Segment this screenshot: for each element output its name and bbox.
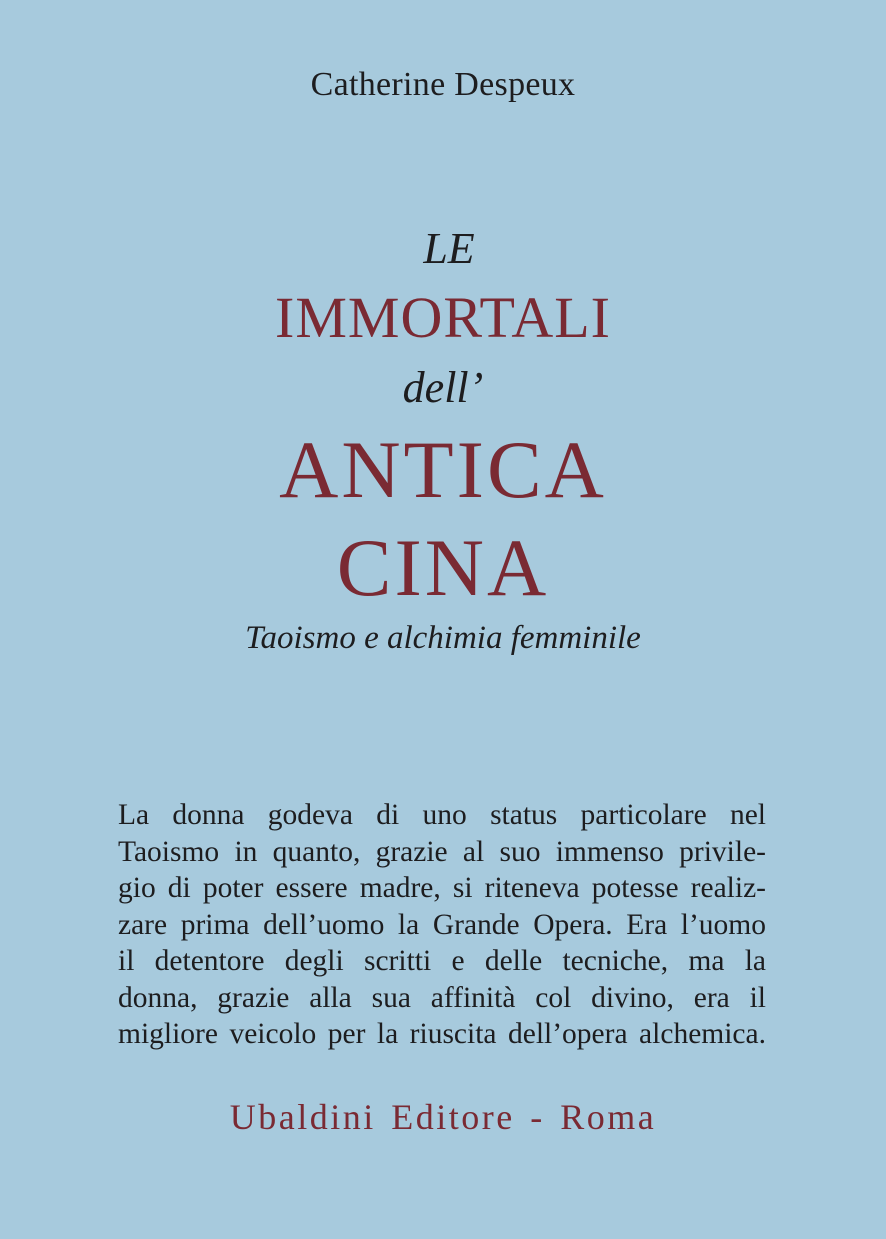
blurb-line: gio di poter essere madre, si riteneva potesse realiz- — [118, 872, 766, 904]
blurb-line: migliore veicolo per la riuscita dell’opera alchemica. — [118, 1018, 766, 1050]
title-line-immortali: IMMORTALI — [275, 285, 611, 350]
cover-blurb — [118, 797, 766, 1053]
blurb-line: Taoismo in quanto, grazie al suo immenso privile- — [118, 835, 766, 868]
title-line-cina: CINA — [336, 522, 550, 613]
book-subtitle: Taoismo e alchimia femminile — [245, 620, 641, 656]
title-line-le: LE — [423, 224, 475, 273]
author-name: Catherine Despeux — [310, 66, 576, 103]
title-line-antica: ANTICA — [279, 424, 607, 515]
blurb-line: il detentore degli scritti e delle tecniche, ma la — [118, 945, 766, 977]
blurb-line: La donna godeva di uno status particolare nel — [118, 799, 766, 831]
book-title — [0, 218, 886, 616]
blurb-line: donna, grazie alla sua affinità col divino, era il — [118, 981, 766, 1014]
blurb-line: zare prima dell’uomo la Grande Opera. Era l’uomo — [118, 908, 766, 941]
publisher-name: Ubaldini Editore - Roma — [229, 1097, 657, 1137]
title-line-dell: dell’ — [402, 363, 484, 412]
